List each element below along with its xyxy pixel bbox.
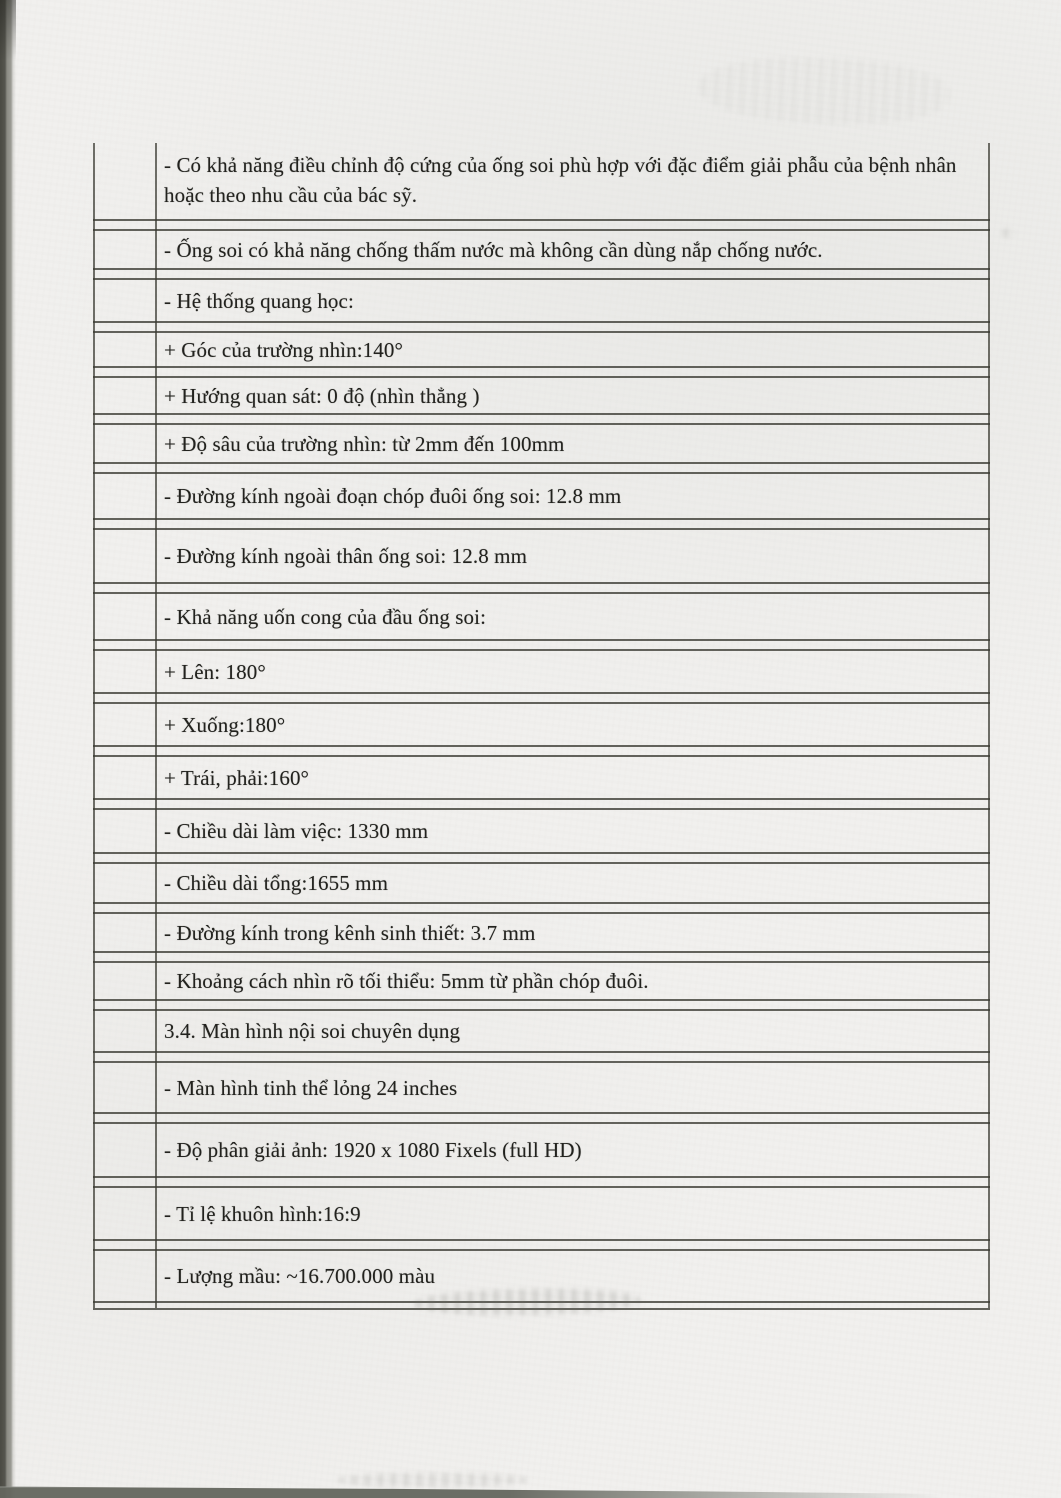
table-row xyxy=(93,376,990,415)
spec-text: - Chiều dài làm việc: 1330 mm xyxy=(164,819,429,843)
scan-edge-left-shadow xyxy=(0,0,16,1498)
table-cell-empty xyxy=(93,704,155,745)
spec-text: + Hướng quan sát: 0 độ (nhìn thẳng ) xyxy=(164,383,480,408)
table-row xyxy=(93,755,990,800)
table-row xyxy=(93,331,990,368)
table-cell-empty xyxy=(93,333,155,366)
spec-text: + Trái, phải:160° xyxy=(164,765,310,790)
bleedthrough-smudge xyxy=(338,1473,528,1487)
scan-edge-bottom-shadow xyxy=(0,1485,980,1498)
table-cell-empty xyxy=(93,231,155,268)
table-cell-empty xyxy=(93,594,155,639)
table-row xyxy=(93,649,990,694)
table-cell-empty xyxy=(93,474,155,518)
table-cell-empty xyxy=(93,280,155,321)
table-cell-empty xyxy=(93,963,155,999)
table-cell-empty xyxy=(93,378,155,413)
table-cell-empty xyxy=(93,651,155,692)
table-cell-empty xyxy=(93,530,155,582)
spec-text: + Góc của trường nhìn:140° xyxy=(164,337,403,362)
table-row xyxy=(93,1061,990,1114)
table-row xyxy=(93,1186,990,1241)
spec-text: - Ống soi có khả năng chống thấm nước mà không cần dùng nắp chống nước. xyxy=(164,237,823,262)
table-row xyxy=(93,1122,990,1178)
spec-text: 3.4. Màn hình nội soi chuyên dụng xyxy=(164,1019,461,1043)
table-cell-empty xyxy=(93,757,155,798)
spec-text: + Độ sâu của trường nhìn: từ 2mm đến 100mm xyxy=(164,431,565,456)
spec-text: - Độ phân giải ảnh: 1920 x 1080 Fixels (full HD) xyxy=(164,1138,582,1162)
scan-speck xyxy=(1002,228,1016,238)
table-row xyxy=(93,808,990,854)
table-cell-empty xyxy=(93,1251,155,1301)
spec-text: - Đường kính ngoài thân ống soi: 12.8 mm xyxy=(164,544,528,568)
spec-text: - Đường kính trong kênh sinh thiết: 3.7 mm xyxy=(164,920,536,945)
table-row xyxy=(93,862,990,904)
table-row xyxy=(93,912,990,953)
spec-text: - Lượng mầu: ~16.700.000 màu xyxy=(164,1264,436,1288)
spec-text: - Màn hình tinh thể lỏng 24 inches xyxy=(164,1075,458,1100)
table-row xyxy=(93,702,990,747)
table-row xyxy=(93,278,990,323)
table-row xyxy=(93,961,990,1001)
spec-text: - Chiều dài tổng:1655 mm xyxy=(164,871,389,895)
table-row xyxy=(93,229,990,270)
table-row xyxy=(93,143,990,221)
table-row xyxy=(93,592,990,641)
spec-text: - Đường kính ngoài đoạn chóp đuôi ống soi: 12.8 mm xyxy=(164,484,622,508)
spec-text: - Khả năng uốn cong của đầu ống soi: xyxy=(164,604,487,629)
table-cell-empty xyxy=(93,914,155,951)
table-cell-empty xyxy=(93,1124,155,1176)
table-cell-empty xyxy=(93,1063,155,1112)
spec-text: - Tỉ lệ khuôn hình:16:9 xyxy=(164,1201,361,1226)
spec-text: - Hệ thống quang học: xyxy=(164,288,354,313)
table-cell-empty xyxy=(93,864,155,902)
table-cell-empty xyxy=(93,1011,155,1051)
spec-text: - Có khả năng điều chỉnh độ cứng của ống soi phù hợp với đặc điểm giải phẫu của bệnh nhân hoặc theo nhu cầu của bác sỹ. xyxy=(164,153,957,207)
table-row xyxy=(93,472,990,520)
table-cell-empty xyxy=(93,143,155,219)
table-row xyxy=(93,1009,990,1053)
table-cell-empty xyxy=(93,810,155,852)
table-cell-empty xyxy=(93,425,155,462)
bleedthrough-smudge xyxy=(699,54,951,129)
spec-text: + Lên: 180° xyxy=(164,659,266,684)
spec-text: - Khoảng cách nhìn rõ tối thiểu: 5mm từ phần chóp đuôi. xyxy=(164,969,649,993)
spec-table xyxy=(93,143,990,1310)
table-row xyxy=(93,528,990,584)
spec-text: + Xuống:180° xyxy=(164,712,286,737)
table-row xyxy=(93,423,990,464)
table-cell-empty xyxy=(93,1188,155,1239)
